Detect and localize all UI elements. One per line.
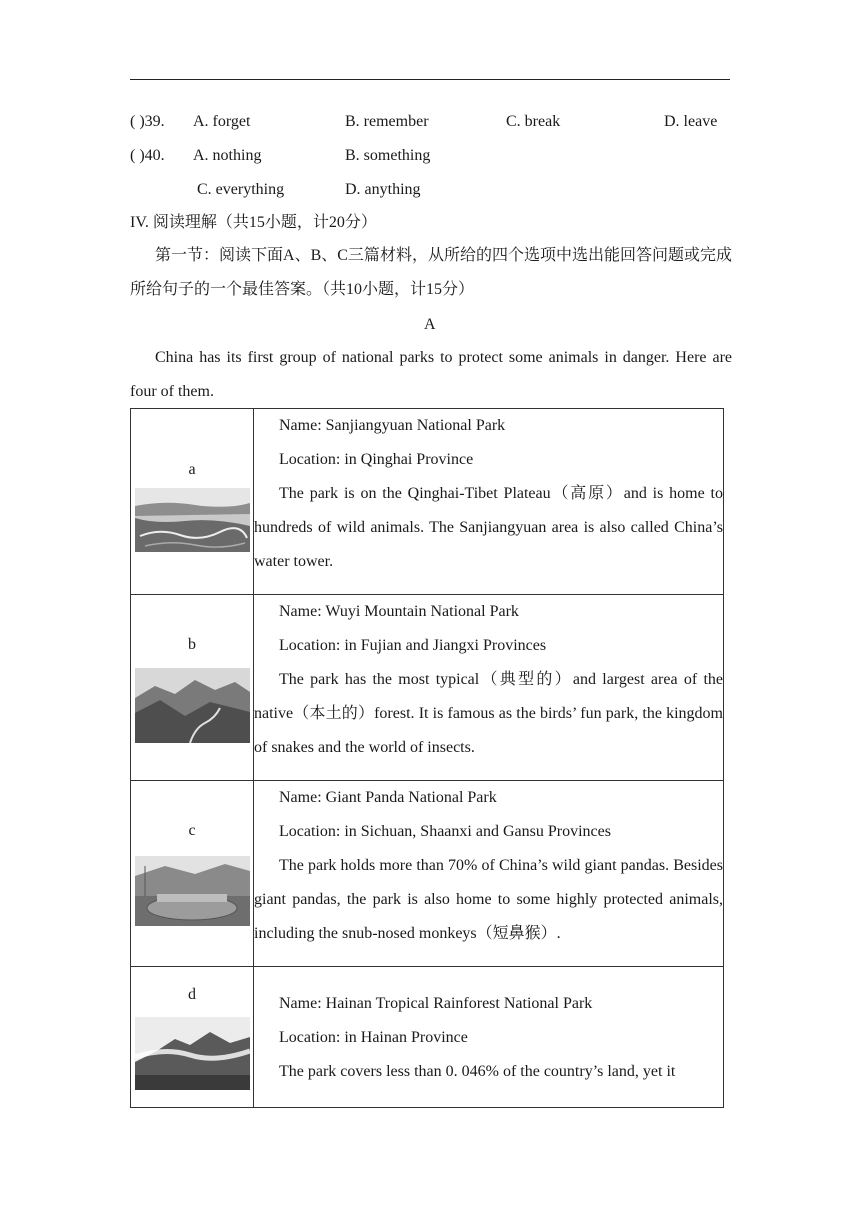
park-name: Name: Wuyi Mountain National Park xyxy=(279,603,519,620)
park-row xyxy=(131,781,724,967)
passage-label: A xyxy=(424,316,436,333)
park-location: Location: in Sichuan, Shaanxi and Gansu Provinces xyxy=(279,823,611,840)
park-row xyxy=(131,409,724,595)
park-description: The park has the most typical（典型的）and largest area of the native（本土的）forest. It is famous as the birds’ fun park, the kingdom of snakes and the world of insects. xyxy=(254,671,723,756)
park-location: Location: in Fujian and Jiangxi Provinces xyxy=(279,637,547,654)
park-row xyxy=(131,967,724,1108)
question-39-number: ( )39. xyxy=(130,113,165,130)
park-letter: b xyxy=(188,636,196,653)
section-heading: IV. 阅读理解（共15小题，计20分） xyxy=(130,214,377,231)
park-description: The park holds more than 70% of China’s wild giant pandas. Besides giant pandas, the park is also home to some highly protected animals, including the snub-nosed monkeys（短鼻猴）. xyxy=(254,857,723,942)
park-image-cell xyxy=(131,967,254,1108)
plateau-river-photo xyxy=(135,488,250,552)
park-letter: d xyxy=(188,986,196,1003)
park-name: Name: Giant Panda National Park xyxy=(279,789,497,806)
question-40-option-c: C. everything xyxy=(197,181,285,198)
top-rule xyxy=(130,79,730,80)
park-image-cell xyxy=(131,409,254,595)
question-39-option-d: D. leave xyxy=(664,113,718,130)
park-text-cell xyxy=(254,967,724,1108)
park-row xyxy=(131,595,724,781)
parks-table xyxy=(130,408,724,1108)
rainforest-mountain-photo xyxy=(135,1017,250,1090)
park-description: The park covers less than 0. 046% of the country’s land, yet it xyxy=(279,1063,676,1080)
park-text-cell xyxy=(254,409,724,595)
park-letter: c xyxy=(188,822,196,839)
park-location: Location: in Hainan Province xyxy=(279,1029,468,1046)
park-image-cell xyxy=(131,595,254,781)
instructions: 第一节：阅读下面A、B、C三篇材料，从所给的四个选项中选出能回答问题或完成所给句子的一个最佳答案。（共10小题，计15分） xyxy=(130,247,732,298)
mountain-valley-photo xyxy=(135,668,250,743)
park-description: The park is on the Qinghai-Tibet Plateau（高原）and is home to hundreds of wild animals. The Sanjiangyuan area is also called China’s water tower. xyxy=(254,485,723,570)
park-text-cell xyxy=(254,781,724,967)
question-40-number: ( )40. xyxy=(130,147,165,164)
park-image-cell xyxy=(131,781,254,967)
park-name: Name: Hainan Tropical Rainforest National Park xyxy=(279,995,593,1012)
passage-intro: China has its first group of national parks to protect some animals in danger. Here are four of them. xyxy=(130,349,732,400)
panda-park-entrance-photo xyxy=(135,856,250,926)
question-39-option-b: B. remember xyxy=(345,113,429,130)
question-39-option-c: C. break xyxy=(506,113,561,130)
question-40-option-a: A. nothing xyxy=(193,147,262,164)
question-40-option-d: D. anything xyxy=(345,181,421,198)
park-name: Name: Sanjiangyuan National Park xyxy=(279,417,506,434)
park-letter: a xyxy=(188,461,196,478)
question-39-option-a: A. forget xyxy=(193,113,251,130)
park-location: Location: in Qinghai Province xyxy=(279,451,474,468)
question-40-option-b: B. something xyxy=(345,147,431,164)
park-text-cell xyxy=(254,595,724,781)
